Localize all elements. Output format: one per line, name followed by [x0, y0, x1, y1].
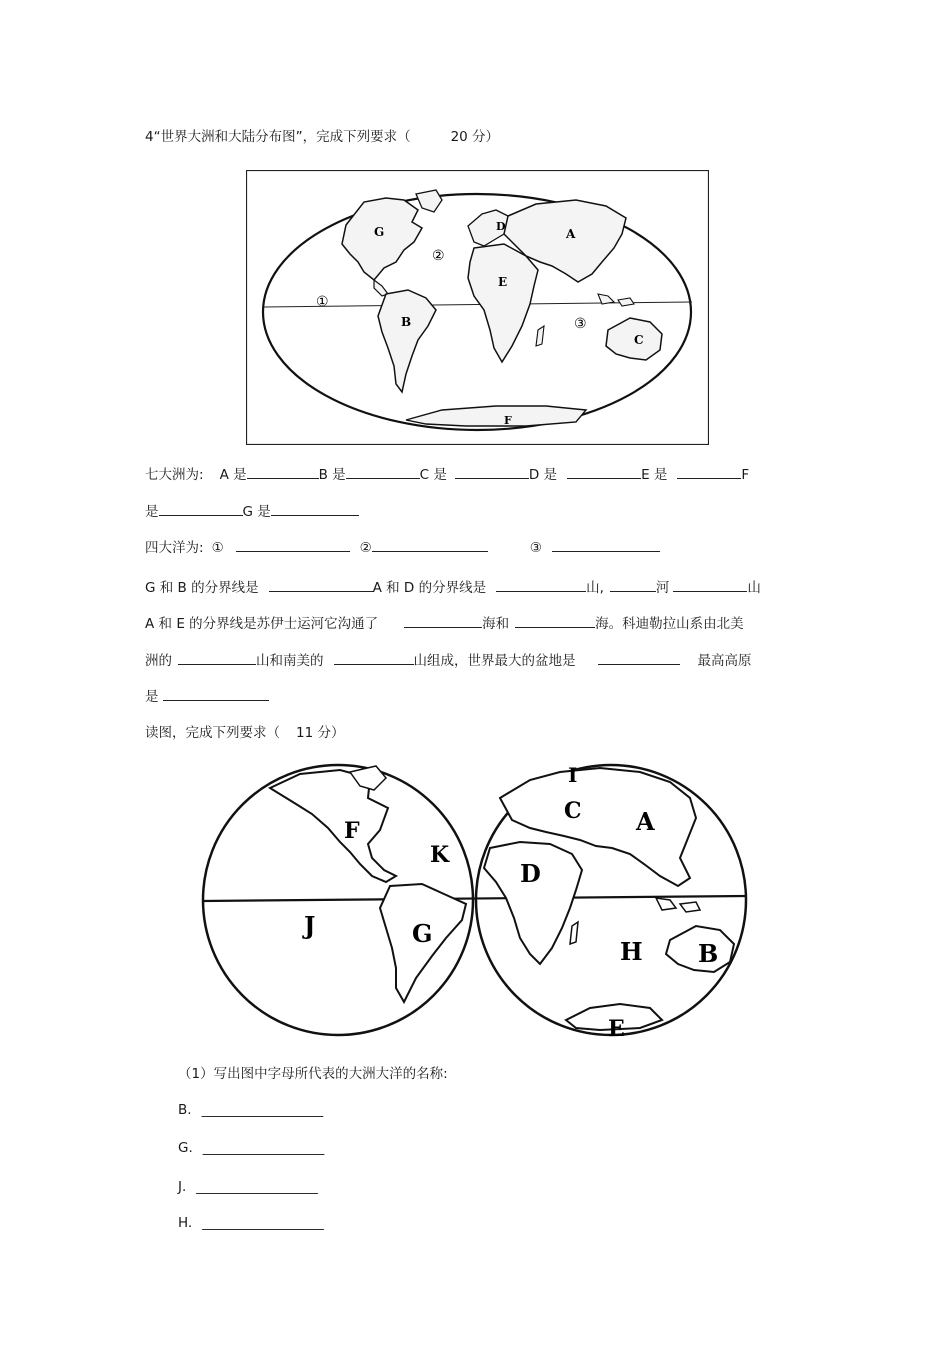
answer-h-label: H. [178, 1215, 193, 1231]
label2-I: I [568, 763, 578, 787]
mountain-label: 山, [586, 580, 604, 596]
suez-line [145, 613, 744, 634]
label2-J: J [304, 911, 316, 940]
label-C: C [634, 333, 644, 347]
oceans-prefix: 四大洋为: [145, 540, 204, 556]
blank-c[interactable] [455, 464, 529, 479]
blank-gb[interactable] [269, 577, 373, 592]
answer-b-blank[interactable]: __________________ [201, 1102, 324, 1118]
answer-g [178, 1138, 324, 1158]
cordillera-start: 洲的 [145, 653, 172, 669]
sea2-label: 海。科迪勒拉山系由北美 [595, 616, 744, 632]
label-G: G [374, 225, 385, 239]
answer-b [178, 1100, 323, 1120]
label2-F: F [344, 818, 360, 844]
ocean-1-label: ① [316, 294, 329, 310]
sub-question-title: （1）写出图中字母所代表的大洲大洋的名称: [178, 1066, 448, 1082]
blank-d[interactable] [567, 464, 641, 479]
world-continents-map-figure [246, 170, 709, 445]
label2-G: G [412, 919, 433, 948]
question-5-title-text: 读图，完成下列要求（ [145, 725, 280, 741]
answer-j-label: J. [178, 1179, 187, 1195]
label2-A: A [636, 807, 655, 836]
hemispheres-map [200, 758, 752, 1044]
label-a: A 是 [219, 467, 247, 483]
label-F: F [504, 414, 512, 427]
answer-j-blank[interactable]: __________________ [196, 1179, 318, 1195]
blank-b[interactable] [346, 464, 420, 479]
label2-B: B [698, 939, 719, 968]
answer-j [178, 1177, 318, 1197]
question-4-points: 20 分） [450, 129, 500, 145]
label-B: B [401, 315, 412, 329]
ocean-1: ① [211, 540, 224, 556]
basin-label: 山组成，世界最大的盆地是 [413, 653, 576, 669]
blank-ocean-3[interactable] [552, 537, 660, 552]
answer-b-label: B. [178, 1102, 192, 1118]
hemispheres-map-figure [200, 758, 752, 1044]
label2-H: H [620, 937, 643, 966]
blank-a[interactable] [247, 464, 319, 479]
suez-text: A 和 E 的分界线是苏伊士运河它沟通了 [145, 616, 379, 632]
blank-ad-mountain[interactable] [496, 577, 586, 592]
blank-ocean-2[interactable] [372, 537, 488, 552]
sea1-label: 海和 [482, 616, 510, 632]
blank-river[interactable] [610, 577, 656, 592]
blank-g[interactable] [271, 501, 359, 516]
label-f: F [741, 467, 750, 483]
river-label: 河 [655, 580, 670, 596]
label2-E: E [608, 1016, 625, 1042]
blank-plateau[interactable] [163, 686, 269, 701]
blank-e[interactable] [677, 464, 741, 479]
label2-D: D [520, 859, 541, 888]
oceans-line [145, 537, 660, 558]
plateau-line [145, 686, 269, 707]
continents-prefix: 七大洲为: [145, 467, 204, 483]
blank-sa-mountain[interactable] [334, 650, 414, 665]
world-continents-map [246, 170, 709, 445]
label-D: D [496, 220, 506, 233]
question-5-title [145, 723, 344, 743]
answer-h-blank[interactable]: __________________ [202, 1215, 324, 1231]
ocean-3: ③ [529, 540, 542, 556]
cordillera-middle: 山和南美的 [256, 653, 324, 669]
ad-boundary-label: A 和 D 的分界线是 [372, 580, 487, 596]
cordillera-line [145, 650, 752, 671]
blank-ocean-1[interactable] [236, 537, 350, 552]
mountain2-label: 山 [747, 580, 761, 596]
label-c: C 是 [419, 467, 447, 483]
answer-h [178, 1213, 324, 1233]
label-b: B 是 [318, 467, 346, 483]
blank-sea-2[interactable] [515, 613, 595, 628]
plateau-prefix: 是 [145, 689, 159, 705]
ocean-2: ② [359, 540, 372, 556]
question-4-title-text: 4“世界大洲和大陆分布图”，完成下列要求（ [145, 129, 411, 145]
answer-g-blank[interactable]: __________________ [202, 1140, 325, 1156]
label-g: G 是 [242, 504, 271, 520]
plateau-label: 最高高原 [697, 653, 752, 669]
blank-mountain2[interactable] [673, 577, 747, 592]
label-d: D 是 [528, 467, 558, 483]
ocean-3-label: ③ [574, 316, 587, 332]
boundary-line [145, 577, 761, 598]
question-5-points: 11 分） [296, 725, 345, 741]
ocean-2-label: ② [432, 248, 445, 264]
blank-na-mountain[interactable] [178, 650, 256, 665]
label2-C: C [564, 798, 582, 824]
label-f-cont: 是 [145, 504, 159, 520]
continents-line [145, 464, 749, 485]
gb-boundary-label: G 和 B 的分界线是 [145, 580, 259, 596]
label2-K: K [430, 842, 450, 868]
blank-f[interactable] [159, 501, 243, 516]
continents-line-2 [145, 501, 359, 522]
blank-sea-1[interactable] [404, 613, 482, 628]
label-e: E 是 [641, 467, 668, 483]
label-E: E [498, 275, 508, 289]
label-A: A [566, 227, 576, 241]
answer-g-label: G. [178, 1140, 193, 1156]
blank-basin[interactable] [598, 650, 680, 665]
question-4-title [145, 127, 499, 147]
